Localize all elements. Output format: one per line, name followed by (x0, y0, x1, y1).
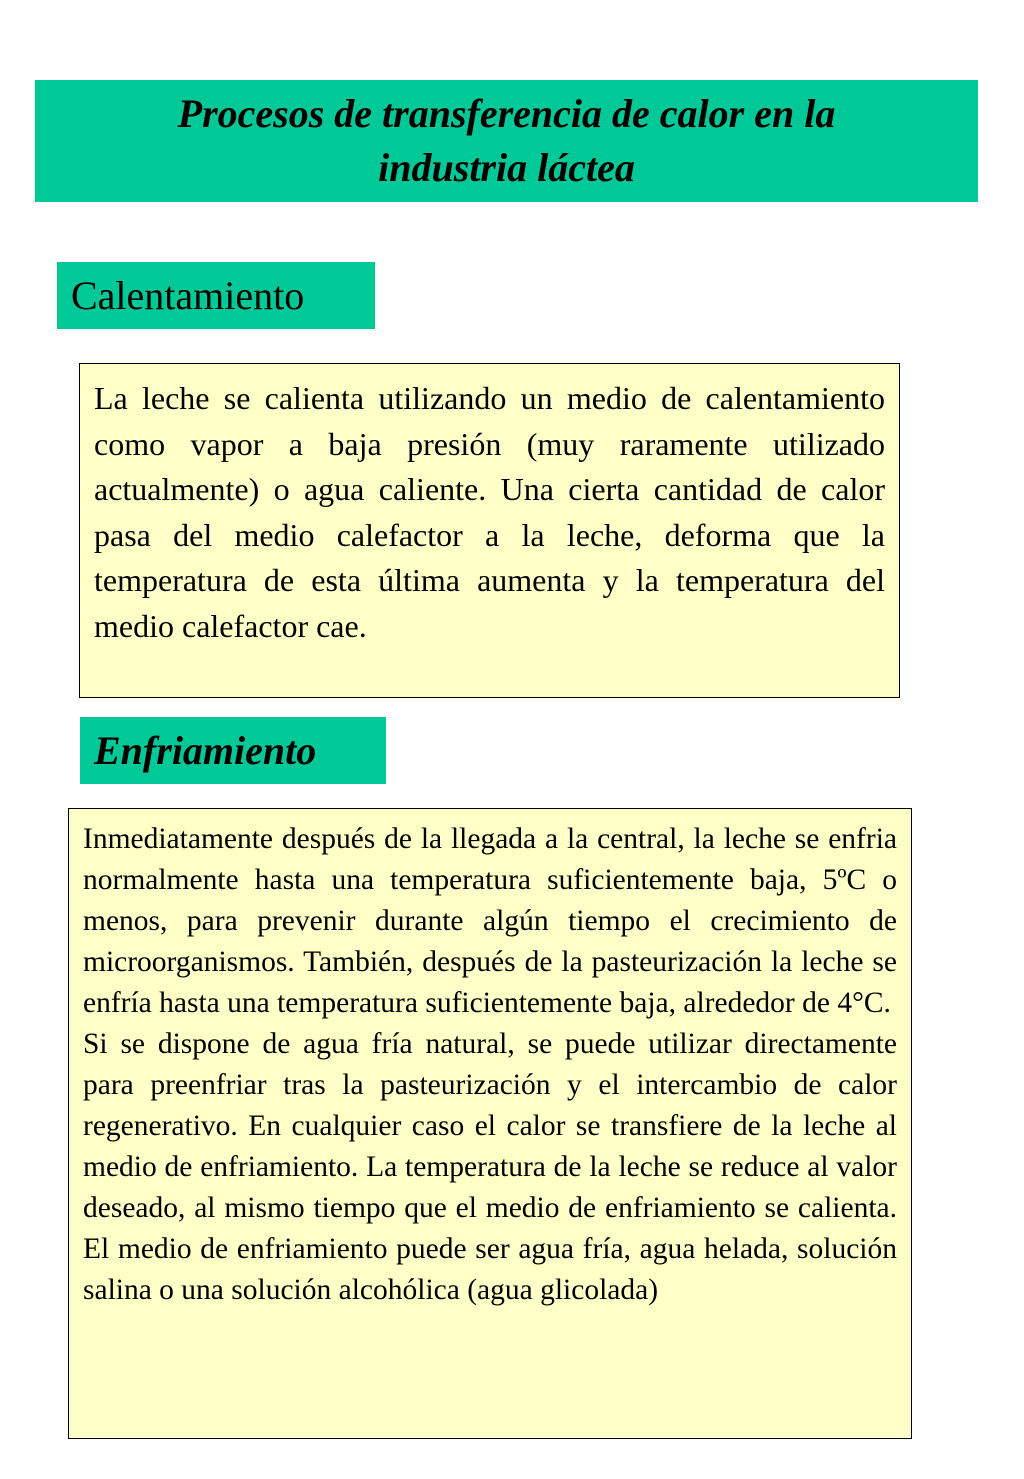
heating-text-box (79, 363, 900, 698)
page-title-line-1: Procesos de transferencia de calor en la (177, 91, 836, 136)
heating-paragraph: La leche se calienta utilizando un medio de calentamiento como vapor a baja presión (muy raramente utilizado actualmente) o agua caliente. Una cierta cantidad de calor pasa del medio calefactor a la leche, deforma que la temperatura de esta última aumenta y la temperatura del medio calefactor cae. (94, 380, 885, 644)
cooling-paragraph-1: Inmediatamente después de la llegada a la central, la leche se enfria normalmente hasta una temperatura suficientemente baja, 5ºC o menos, para prevenir durante algún tiempo el crecimiento de microorganismos. También, después de la pasteurización la leche se enfría hasta una temperatura suficientemente baja, alrededor de 4°C. (83, 823, 897, 1019)
page-title-line-2: industria láctea (378, 145, 635, 190)
cooling-paragraph-2: Si se dispone de agua fría natural, se puede utilizar directamente para preenfriar tras la pasteurización y el intercambio de calor regenerativo. En cualquier caso el calor se transfiere de la leche al medio de enfriamiento. La temperatura de la leche se reduce al valor deseado, al mismo tiempo que el medio de enfriamiento se calienta. El medio de enfriamiento puede ser agua fría, agua helada, solución salina o una solución alcohólica (agua glicolada) (83, 1028, 897, 1306)
cooling-text-box (68, 808, 912, 1439)
section-heading-heating: Calentamiento (57, 262, 375, 329)
section-heading-cooling: Enfriamiento (80, 717, 386, 784)
page-title (35, 80, 978, 202)
